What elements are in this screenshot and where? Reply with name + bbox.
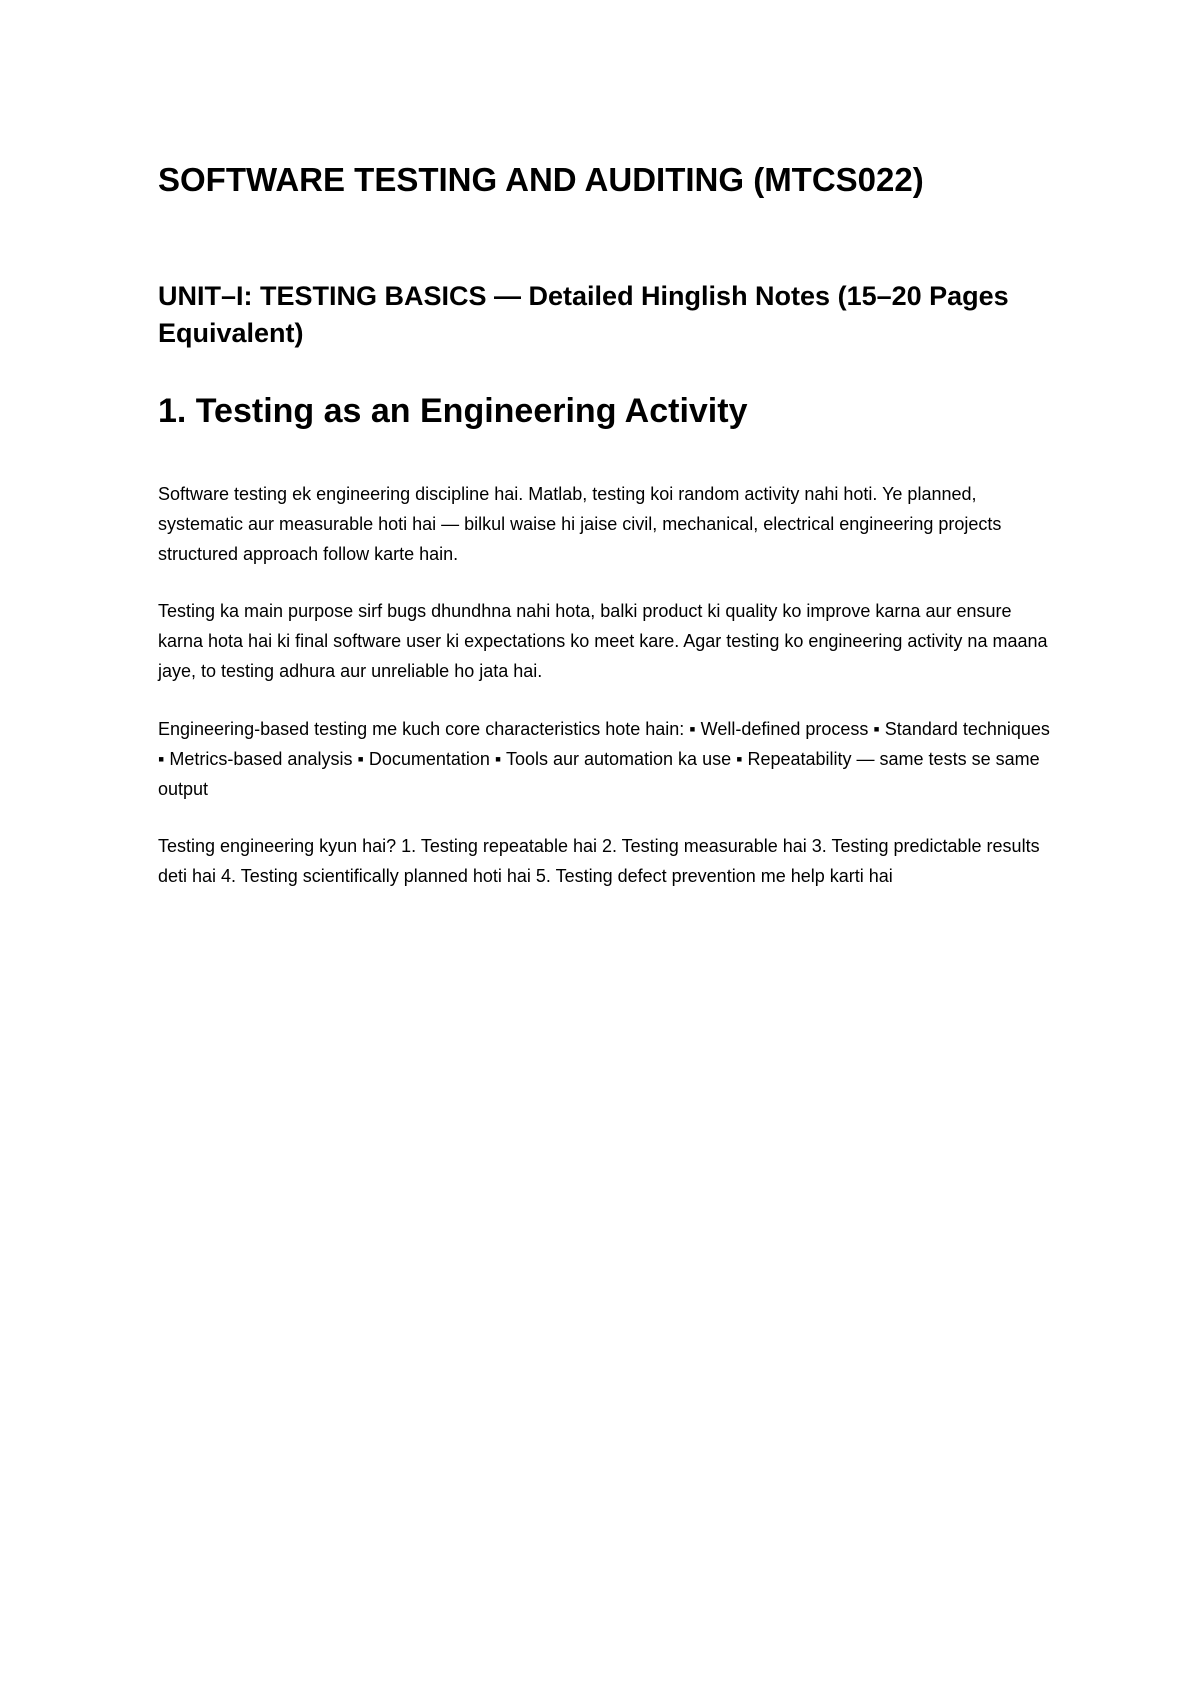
unit-title: UNIT–I: TESTING BASICS — Detailed Hinglish Notes (15–20 Pages Equivalent) (158, 281, 1009, 348)
paragraph-why-engineering: Testing engineering kyun hai? 1. Testing repeatable hai 2. Testing measurable hai 3. Testing predictable results deti hai 4. Testing scientifically planned hoti hai 5. Testing defect prevention me help karti hai (158, 836, 1040, 886)
paragraph-testing-purpose: Testing ka main purpose sirf bugs dhundhna nahi hota, balki product ki quality ko improve karna aur ensure karna hota hai ki final software user ki expectations ko meet kare. Agar testing ko engineering activity na maana jaye, to testing adhura aur unreliable ho jata hai. (158, 601, 1048, 681)
paragraph-core-characteristics: Engineering-based testing me kuch core characteristics hote hain: ▪ Well-defined process ▪ Standard techniques ▪ Metrics-based analysis ▪ Documentation ▪ Tools aur automation ka use ▪ Repeatability — same tests se same output (158, 719, 1050, 799)
section-heading: 1. Testing as an Engineering Activity (158, 392, 748, 430)
document-title: SOFTWARE TESTING AND AUDITING (MTCS022) (158, 161, 924, 198)
paragraph-engineering-discipline: Software testing ek engineering discipline hai. Matlab, testing koi random activity nahi hoti. Ye planned, systematic aur measurable hoti hai — bilkul waise hi jaise civil, mechanical, electrical engineering projects structured approach follow karte hain. (158, 484, 1002, 564)
